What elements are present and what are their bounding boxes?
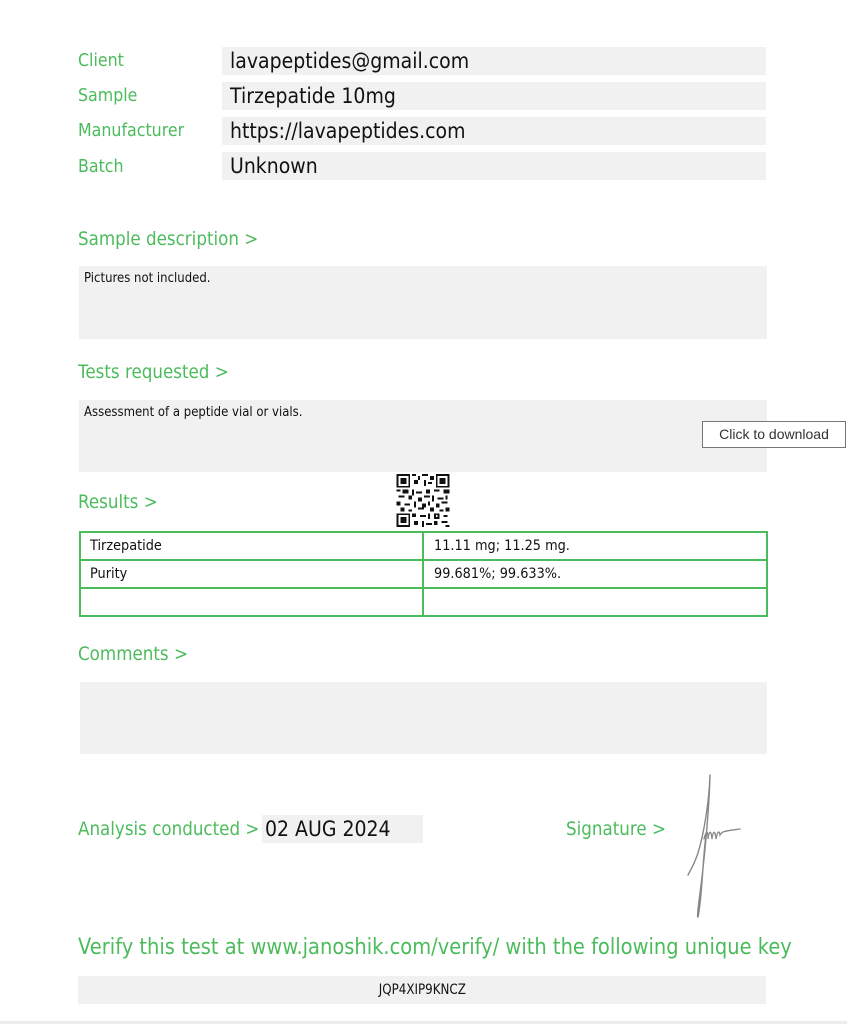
verify-instructions: Verify this test at www.janoshik.com/verify/ with the following unique key — [78, 935, 792, 960]
manufacturer-value — [222, 117, 766, 145]
table-row — [80, 560, 767, 588]
batch-value-text: Unknown — [230, 154, 318, 178]
client-label: Client — [78, 50, 124, 71]
result-value-cell — [423, 532, 767, 560]
sample-description-title: Sample description > — [78, 228, 259, 250]
tests-requested-box — [79, 400, 767, 472]
tests-requested-title: Tests requested > — [78, 361, 229, 383]
table-row — [80, 532, 767, 560]
results-title: Results > — [78, 491, 158, 513]
result-name-cell — [80, 532, 423, 560]
results-table — [79, 531, 768, 617]
table-row — [80, 588, 767, 616]
tests-requested-text: Assessment of a peptide vial or vials. — [84, 405, 303, 420]
analysis-date-text: 02 AUG 2024 — [265, 817, 391, 841]
result-value: 11.11 mg; 11.25 mg. — [433, 538, 570, 554]
qr-code-icon[interactable] — [396, 474, 450, 527]
unique-key-text: JQP4XIP9KNCZ — [378, 982, 466, 998]
result-value-cell — [423, 560, 767, 588]
download-tooltip: Click to download — [702, 421, 846, 448]
comments-title: Comments > — [78, 643, 188, 665]
comments-box — [80, 682, 767, 754]
sample-value — [222, 82, 766, 110]
manufacturer-value-text: https://lavapeptides.com — [230, 119, 466, 143]
result-name: Purity — [90, 566, 128, 582]
result-name-cell — [80, 588, 423, 616]
client-value — [222, 47, 766, 75]
result-value-cell — [423, 588, 767, 616]
unique-key — [78, 976, 766, 1004]
manufacturer-label: Manufacturer — [78, 120, 185, 141]
batch-label: Batch — [78, 156, 124, 177]
sample-description-box — [79, 266, 767, 339]
result-value: 99.681%; 99.633%. — [433, 566, 561, 582]
batch-value — [222, 152, 766, 180]
client-value-text: lavapeptides@gmail.com — [230, 49, 470, 73]
signature-image — [682, 773, 746, 921]
sample-label: Sample — [78, 85, 138, 106]
analysis-date — [262, 815, 423, 843]
result-name: Tirzepatide — [90, 538, 162, 554]
signature-label: Signature > — [566, 818, 666, 840]
result-name-cell — [80, 560, 423, 588]
sample-description-text: Pictures not included. — [84, 271, 211, 286]
analysis-label: Analysis conducted > — [78, 818, 260, 840]
sample-value-text: Tirzepatide 10mg — [230, 84, 396, 108]
